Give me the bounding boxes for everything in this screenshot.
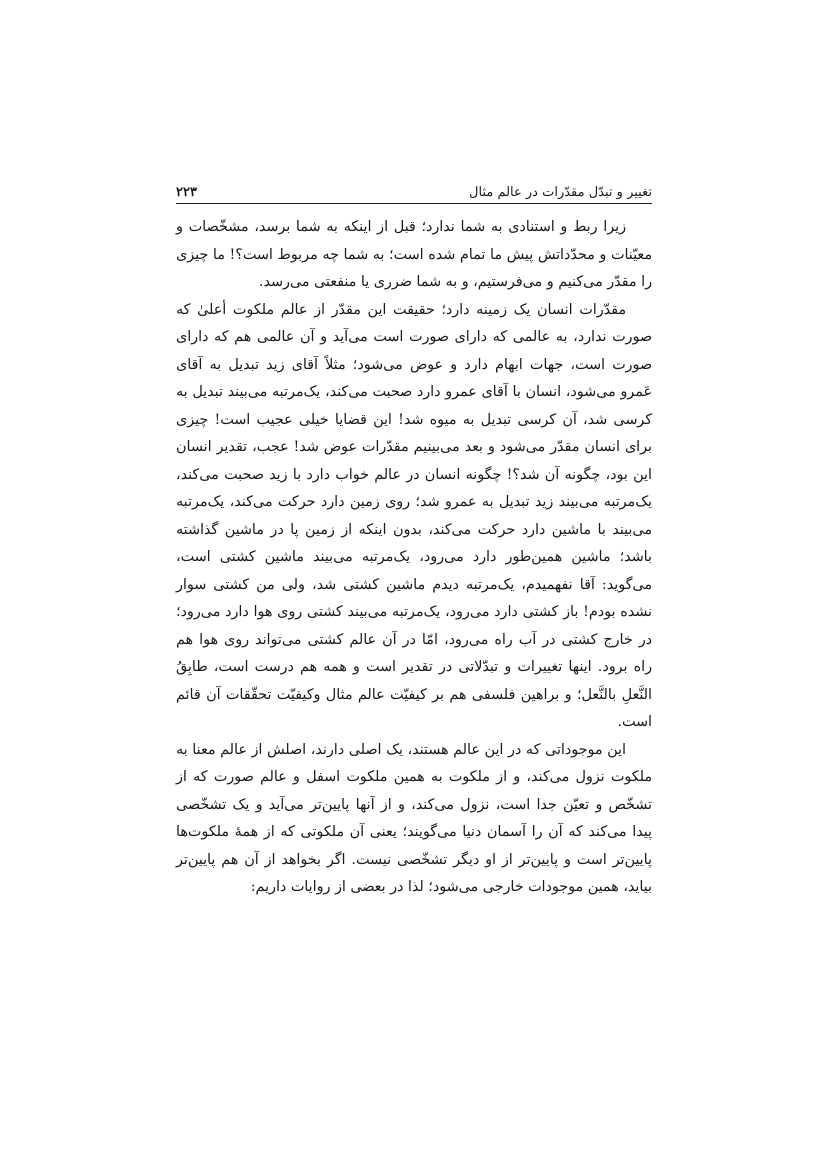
header-divider: [176, 203, 652, 204]
running-title: تغییر و تبدّل مقدّرات در عالم مثال: [469, 185, 652, 200]
body-text: [176, 214, 652, 902]
running-header: [176, 178, 652, 200]
paragraph-1: زیرا ربط و استنادی به شما ندارد؛ قبل از اینکه به شما برسد، مشخّصات و معیّنات و محدّداتش پیش ما تمام شده است؛ به شما چه مربوط است؟! ما چیزی را مقدّر می‌کنیم و می‌فرستیم، و به شما ضرری یا منفعتی می‌رسد.: [176, 219, 652, 290]
page-number: ۲۲۳: [176, 185, 197, 200]
paragraph-3: این موجوداتی که در این عالم هستند، یک اصلی دارند، اصلش از عالم معنا به ملکوت نزول می‌کند، و از ملکوت به همین ملکوت اسفل و عالم صورت که از تشخّص و تعیّن جدا است، نزول می‌کند، و از آنها پایین‌تر می‌آید و یک تشخّصی پیدا می‌کند که آن را آسمان دنیا می‌گویند؛ یعنی آن ملکوتی که از همهٔ ملکوت‌ها پایین‌تر است و پایین‌تر از او دیگر تشخّصی نیست. اگر بخواهد از آن هم پایین‌تر بیاید، همین موجودات خارجی می‌شود؛ لذا در بعضی از روایات داریم:: [176, 741, 652, 895]
paragraph-2: مقدّرات انسان یک زمینه دارد؛ حقیقت این مقدّر از عالم ملکوت أعلیٰ که صورت ندارد، به عالمی که دارای صورت است می‌آید و آن عالمی هم که دارای صورت است، جهات ابهام دارد و عوض می‌شود؛ مثلاً آقای زید تبدیل به آقای عَمرو می‌شود، انسان با آقای عمرو دارد صحبت می‌کند، یک‌مرتبه می‌بیند تبدیل به کرسی شد، آن کرسی تبدیل به میوه شد! این قضایا خیلی عجیب است! چیزی برای انسان مقدّر می‌شود و بعد می‌بینیم مقدّرات عوض شد! عجب، تقدیر انسان این بود، چگونه آن شد؟! چگونه انسان در عالم خواب دارد با زید صحبت می‌کند، یک‌مرتبه می‌بیند زید تبدیل به عمرو شد؛ روی زمین دارد حرکت می‌کند، یک‌مرتبه می‌بیند با ماشین دارد حرکت می‌کند، بدون اینکه از زمین پا در ماشین گذاشته باشد؛ ماشین همین‌طور دارد می‌رود، یک‌مرتبه می‌بیند ماشین کشتی است، می‌گوید: آقا نفهمیدم، یک‌مرتبه دیدم ماشین کشتی شد، ولی من کشتی سوار نشده بودم! باز کشتی دارد می‌رود، یک‌مرتبه می‌بیند کشتی روی هوا دارد می‌رود؛ در خارج کشتی در آب راه می‌رود، امّا در آن عالم کشتی می‌تواند روی هوا هم راه برود. اینها تغییرات و تبدّلاتی در تقدیر است و همه هم درست است، طابِقُ النَّعلِ بالنَّعل؛ و براهین فلسفی هم بر کیفیّت عالم مثال وکیفیّت تحقّقات آن قائم است.: [176, 301, 652, 730]
